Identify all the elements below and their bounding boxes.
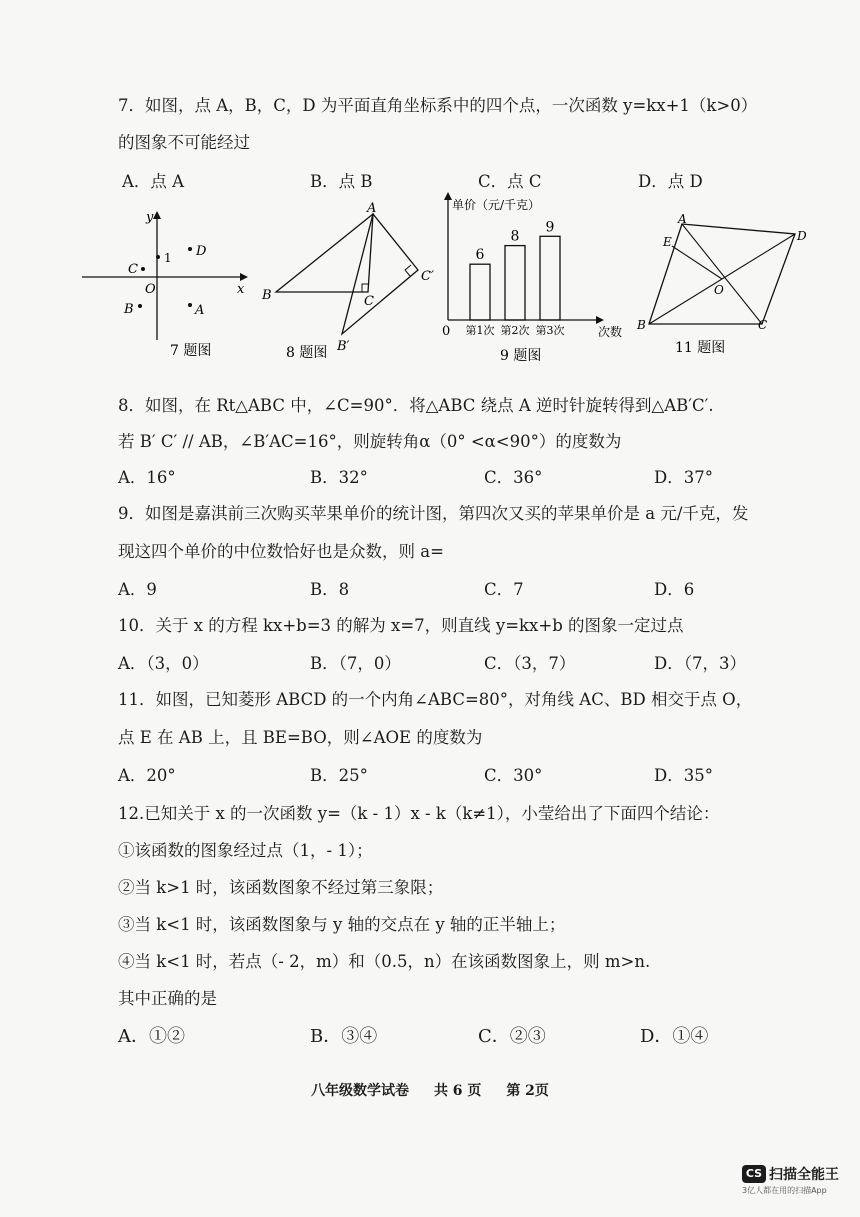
fig9-category-label-2: 第2次 [500,324,530,337]
fig7-point-c [141,267,145,271]
svg-text:D: D [196,244,207,259]
q10-option-b: B．（7，0） [310,654,401,673]
fig11-caption: 11 题图 [675,340,726,356]
q12-option-c: C．②③ [478,1026,546,1047]
q7-option-c: C．点 C [478,172,542,191]
q9-option-d: D．6 [654,580,695,599]
svg-text:E: E [663,235,672,249]
svg-text:C: C [758,318,768,332]
svg-text:O: O [714,283,724,297]
fig9-xlabel: 次数 [598,325,623,339]
q12-option-d: D．①④ [640,1026,709,1047]
q10-option-a: A．（3，0） [118,654,209,673]
q9-option-b: B．8 [310,580,350,599]
fig7-x-label: x [237,282,245,297]
fig7-coordinate-plane [80,205,255,365]
fig8-rotation-triangles [258,200,443,365]
fig9-bar-3 [540,236,560,320]
fig7-y-label: y [146,210,154,225]
svg-text:A: A [367,201,377,216]
q10-option-d: D．（7，3） [654,654,746,673]
q11-option-b: B．25° [310,766,368,785]
q11-stem-line2: 点 E 在 AB 上，且 BE=BO，则∠AOE 的度数为 [118,728,483,747]
fig9-category-label-1: 第1次 [465,324,495,337]
fig7-origin-label: O [145,282,156,297]
fig9-caption: 9 题图 [500,348,542,364]
fig9-bar-chart [438,192,638,367]
svg-text:D: D [797,229,807,243]
svg-text:C: C [128,262,138,277]
svg-text:B: B [124,302,134,317]
fig9-value-label-3: 9 [545,219,555,236]
q8-option-b: B．32° [310,468,368,487]
q7-stem-line1: 7．如图，点 A，B，C，D 为平面直角坐标系中的四个点，一次函数 y=kx+1（k>0） [118,96,758,115]
q12-option-b: B．③④ [310,1026,378,1047]
q9-stem-line1: 9．如图是嘉淇前三次购买苹果单价的统计图，第四次又买的苹果单价是 a 元/千克，发 [118,504,749,523]
q9-option-c: C．7 [484,580,524,599]
svg-text:C′: C′ [421,269,434,284]
fig8-caption: 8 题图 [286,345,328,361]
svg-text:C: C [364,294,374,309]
q9-option-a: A．9 [118,580,157,599]
cs-logo-icon: CS [742,1165,766,1183]
q12-statement-1: ①该函数的图象经过点（1，- 1）； [118,841,373,860]
q12-statement-4: ④当 k<1 时，若点（- 2，m）和（0.5，n）在该函数图象上，则 m>n. [118,952,651,971]
fig9-ylabel: 单价（元/千克） [452,198,541,212]
fig7-point-a [188,303,192,307]
footer-title: 八年级数学试卷 [311,1083,410,1099]
q12-question-end: 其中正确的是 [118,989,217,1008]
q11-option-d: D．35° [654,766,713,785]
footer-total-pages: 共 6 页 [433,1083,482,1099]
q8-option-c: C．36° [484,468,543,487]
q7-option-a: A．点 A [122,172,185,191]
q7-option-d: D．点 D [638,172,703,191]
fig9-category-label-3: 第3次 [535,324,565,337]
q12-option-a: A．①② [118,1026,185,1047]
footer-page-number: 第 2页 [506,1083,549,1099]
fig11-rhombus [637,212,807,362]
q10-stem: 10．关于 x 的方程 kx+b=3 的解为 x=7，则直线 y=kx+b 的图象一定过点 [118,616,684,635]
q12-statement-3: ③当 k<1 时，该函数图象与 y 轴的交点在 y 轴的正半轴上； [118,915,566,934]
svg-text:A: A [678,212,687,226]
fig9-bar-1 [470,264,490,320]
fig7-point-d [188,247,192,251]
brand-name: 扫描全能王 [769,1166,839,1183]
page-footer [0,1080,860,1100]
q9-stem-line2: 现这四个单价的中位数恰好也是众数，则 a= [118,542,444,561]
fig7-point-b [138,304,142,308]
fig9-origin: 0 [442,324,451,339]
q7-option-b: B．点 B [310,172,373,191]
q12-statement-2: ②当 k>1 时，该函数图象不经过第三象限； [118,878,444,897]
svg-text:A: A [195,303,205,318]
q11-option-c: C．30° [484,766,543,785]
fig7-tick-one: 1 [164,251,172,265]
svg-text:B: B [637,318,646,332]
fig9-value-label-1: 6 [475,247,485,264]
q8-stem-line1: 8．如图，在 Rt△ABC 中，∠C=90°．将△ABC 绕点 A 逆时针旋转得到△AB′C′. [118,396,714,415]
q8-option-d: D．37° [654,468,713,487]
svg-text:B′: B′ [337,339,350,354]
q11-stem-line1: 11．如图，已知菱形 ABCD 的一个内角∠ABC=80°，对角线 AC、BD 相交于点 O， [118,690,753,709]
fig9-value-label-2: 8 [510,228,520,245]
q12-stem: 12.已知关于 x 的一次函数 y=（k - 1）x - k（k≠1），小莹给出了下面四个结论： [118,804,720,823]
q11-option-a: A．20° [118,766,176,785]
brand-tagline: 3亿人都在用的扫描App [742,1186,827,1195]
q10-option-c: C．（3，7） [484,654,576,673]
fig7-caption: 7 题图 [170,343,212,359]
scanner-brand [742,1163,839,1195]
q8-option-a: A．16° [118,468,176,487]
fig9-bar-2 [505,246,525,320]
svg-text:B: B [262,288,272,303]
q7-stem-line2: 的图象不可能经过 [118,133,250,152]
q8-stem-line2: 若 B′ C′ // AB，∠B′AC=16°，则旋转角α（0° <α<90°）的度数为 [118,432,622,451]
